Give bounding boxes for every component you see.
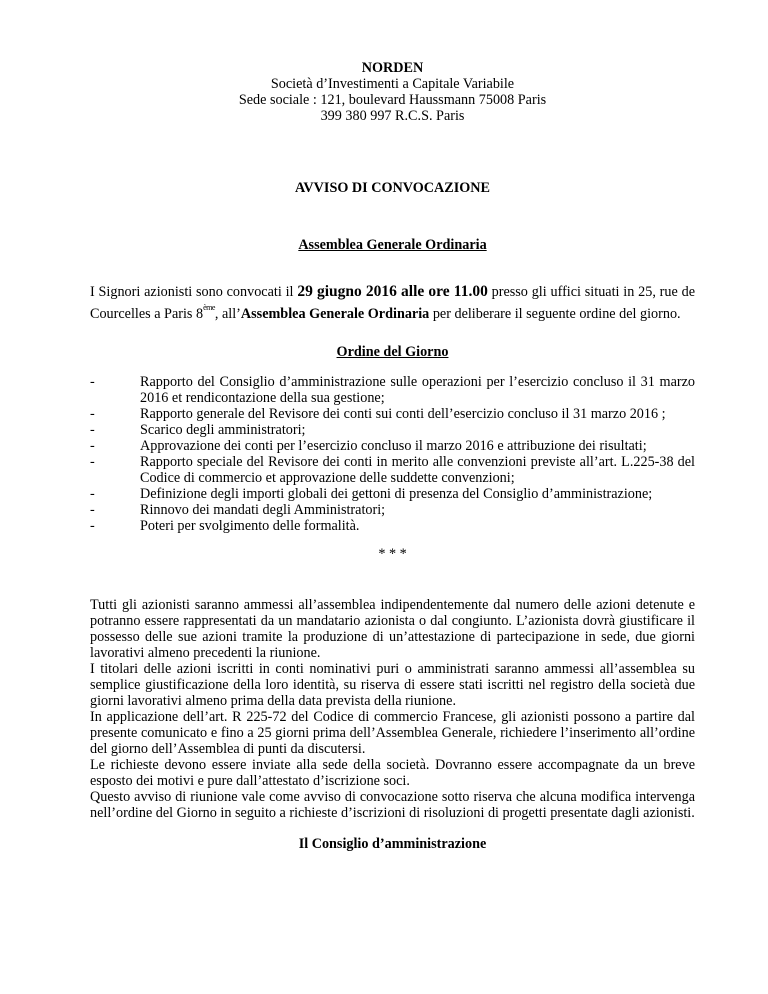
meeting-title: Assemblea Generale Ordinaria [298,237,487,253]
agenda-item [90,422,695,438]
company-address: Sede sociale : 121, boulevard Haussmann 75008 Paris [238,92,547,108]
list-dash: - [90,438,95,454]
intro-meeting-name: Assemblea Generale Ordinaria [240,306,430,322]
agenda-item-text: Rapporto generale del Revisore dei conti sui conti dell’esercizio concluso il 31 marzo 2016 ; [140,406,666,422]
arrondissement-suffix: ème [203,303,215,312]
body-paragraph: Le richieste devono essere inviate alla sede della società. Dovranno essere accompagnate da un breve esposto dei motivi e pure dall’attestato d’iscrizione soci. [90,757,695,789]
body-paragraph: I titolari delle azioni iscritti in conti nominativi puri o amministrati saranno ammessi all’assemblea su semplice giustificazione della loro identità, su riserva di essere stati iscritti nel registro della società due giorni lavorativi almeno prima della data prevista della riunione. [90,661,695,709]
agenda-item-text: Approvazione dei conti per l’esercizio concluso il marzo 2016 e attribuzione dei risultati; [140,438,647,454]
agenda-item-text: Rapporto del Consiglio d’amministrazione sulle operazioni per l’esercizio concluso il 31 marzo 2016 et rendicontazione della sua gestione; [140,374,695,406]
list-dash: - [90,406,95,422]
agenda-title-wrap [90,344,695,360]
list-dash: - [90,518,95,534]
agenda-item [90,454,695,486]
meeting-title-wrap [90,237,695,253]
intro-part4: per deliberare il seguente ordine del giorno. [429,306,681,322]
section-separator: * * * [378,546,407,562]
agenda-item-text: Definizione degli importi globali dei gettoni di presenza del Consiglio d’amministrazione; [140,486,653,502]
agenda-item-text: Rinnovo dei mandati degli Amministratori; [140,502,386,518]
company-type: Società d’Investimenti a Capitale Variabile [270,76,515,92]
body-paragraph: In applicazione dell’art. R 225-72 del Codice di commercio Francese, gli azionisti possono a partire dal presente comunicato e fino a 25 giorni prima dell’Assemblea Generale, richiedere l’inserimento all’ordine del giorno dell’Assemblea di punti da discutersi. [90,709,695,757]
body-paragraph: Tutti gli azionisti saranno ammessi all’assemblea indipendentemente dal numero delle azioni detenute e potranno essere rappresentati da un mandatario azionista o dal congiunto. L’azionista dovrà giustificare il possesso delle sue azioni tramite la produzione di un’attestazione di partecipazione in sede, due giorni lavorativi almeno precedenti la riunione. [90,597,695,661]
company-registration: 399 380 997 R.C.S. Paris [320,108,465,124]
body-paragraph: Questo avviso di riunione vale come avviso di convocazione sotto riserva che alcuna modifica intervenga nell’ordine del Giorno in seguito a richieste d’iscrizioni di risoluzioni di progetti presentate dagli azionisti. [90,789,695,821]
agenda-item [90,518,695,534]
intro-part1: I Signori azionisti sono convocati il [90,284,298,300]
agenda-item [90,502,695,518]
company-name: NORDEN [361,60,424,76]
agenda-item-text: Poteri per svolgimento delle formalità. [140,518,360,534]
intro-part3: , all’ [214,306,241,322]
list-dash: - [90,502,95,518]
meeting-date-time: 29 giugno 2016 alle ore 11.00 [297,283,488,300]
agenda-list [90,374,695,534]
agenda-item [90,406,695,422]
agenda-item [90,374,695,406]
body-text [90,597,695,821]
agenda-item [90,486,695,502]
intro-part2: presso gli uffici situati in 25, rue de Courcelles a Paris 8 [90,284,695,322]
list-dash: - [90,374,95,390]
list-dash: - [90,454,95,470]
agenda-item [90,438,695,454]
signature: Il Consiglio d’amministrazione [298,836,487,852]
intro-paragraph [90,284,695,322]
notice-title: AVVISO DI CONVOCAZIONE [295,180,490,196]
agenda-item-text: Scarico degli amministratori; [140,422,306,438]
list-dash: - [90,422,95,438]
list-dash: - [90,486,95,502]
agenda-title: Ordine del Giorno [336,344,449,360]
agenda-item-text: Rapporto speciale del Revisore dei conti in merito alle convenzioni previste all’art. L.225-38 del Codice di commercio et approvazione delle suddette convenzioni; [140,454,695,486]
